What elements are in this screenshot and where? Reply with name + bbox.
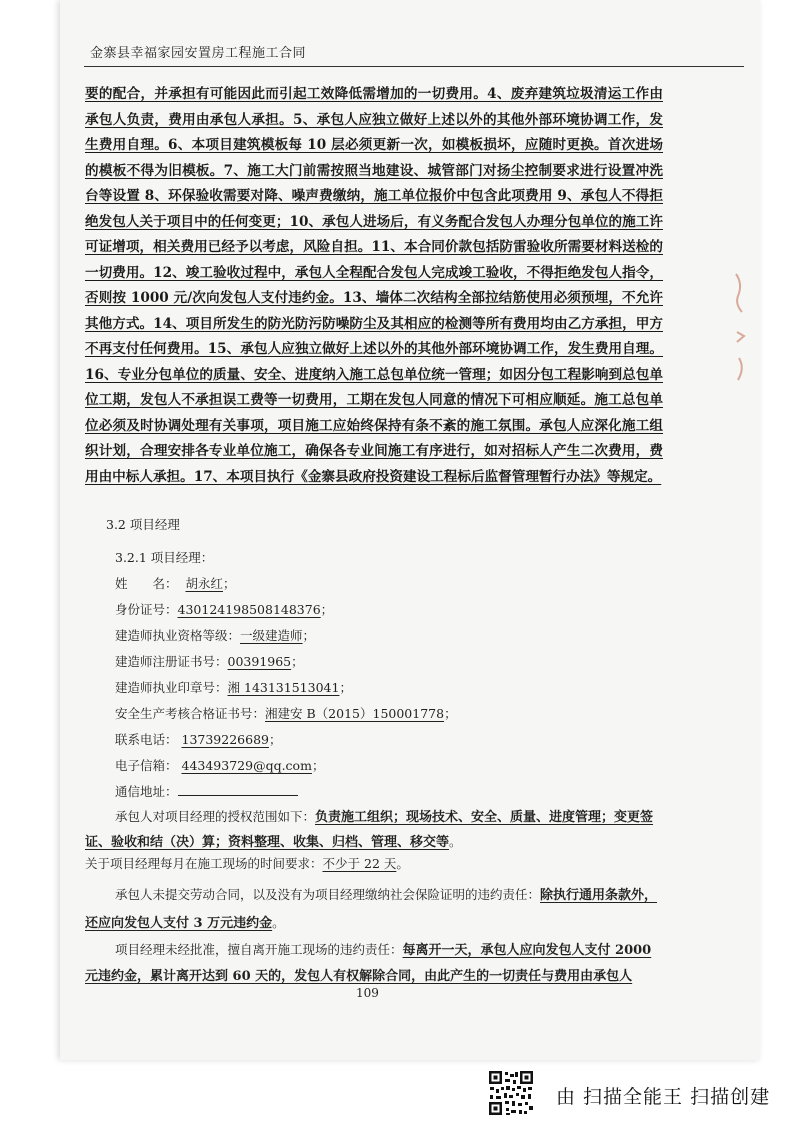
field-label: 联系电话： <box>115 732 178 747</box>
labor-paragraph: 承包人未提交劳动合同，以及没有为项目经理缴纳社会保险证明的违约责任：除执行通用条款外，还应向发包人支付 3 万元违约金。 <box>85 887 658 931</box>
manager-email: 443493729@qq.com <box>181 758 312 773</box>
field-label: 建造师执业印章号： <box>115 680 228 695</box>
margin-stamp-mark <box>733 272 747 382</box>
manager-email-row: 电子信箱： 443493729@qq.com； <box>115 758 325 773</box>
manager-reg-row: 建造师注册证书号：00391965； <box>115 654 304 669</box>
manager-grade-row: 建造师执业资格等级：一级建造师； <box>115 628 316 643</box>
page-number: 109 <box>356 986 379 1000</box>
field-label: 安全生产考核合格证书号： <box>115 706 266 721</box>
manager-grade: 一级建造师 <box>240 628 303 643</box>
header-divider <box>84 66 744 67</box>
field-label: 通信地址： <box>115 784 178 799</box>
manager-address-row <box>115 782 298 800</box>
onsite-days: 不少于 22 天 <box>322 856 397 871</box>
authority-paragraph: 承包人对项目经理的授权范围如下：负责施工组织；现场技术、安全、质量、进度管理；变更签证、验收和结（决）算；资料整理、收集、归档、管理、移交等。 <box>85 809 654 850</box>
manager-safety-row: 安全生产考核合格证书号：湘建安 B（2015）150001778； <box>115 706 457 721</box>
manager-safety: 湘建安 B（2015）150001778 <box>265 706 445 721</box>
field-label: 建造师执业资格等级： <box>115 628 241 643</box>
authority-scope: 负责施工组织；现场技术、安全、质量、进度管理；变更签证、验收和结（决）算；资料整理、收集、归档、管理、移交等 <box>85 810 654 850</box>
absence-paragraph: 项目经理未经批准，擅自离开施工现场的违约责任：每离开一天，承包人应向发包人支付 2000 元违约金，累计离开达到 60 天的，发包人有权解除合同，由此产生的一切责任与费用由承包人 <box>85 942 652 984</box>
qr-code-icon <box>488 1070 534 1116</box>
manager-reg: 00391965 <box>227 654 292 669</box>
manager-phone-row: 联系电话： 13739226689； <box>115 732 282 747</box>
header-title: 金寨县幸福家园安置房工程施工合同 <box>90 46 307 61</box>
field-label: 电子信箱： <box>115 758 178 773</box>
labor-penalty: 除执行通用条款外，还应向发包人支付 3 万元违约金 <box>85 888 658 931</box>
section-heading-3-2: 3.2 项目经理 <box>106 517 180 532</box>
manager-phone: 13739226689 <box>181 732 269 747</box>
manager-id: 430124198508148376 <box>177 602 321 617</box>
absence-penalty: 每离开一天，承包人应向发包人支付 2000 元违约金，累计离开达到 60 天的，发包人有权解除合同，由此产生的一切责任与费用由承包人 <box>85 943 652 984</box>
manager-name-row: 姓 名： 胡永红； <box>115 576 236 591</box>
onsite-paragraph: 关于项目经理每月在施工现场的时间要求：不少于 22 天。 <box>85 856 409 871</box>
manager-seal-row: 建造师执业印章号：湘 143131513041； <box>115 680 352 695</box>
scanner-watermark: 由 扫描全能王 扫描创建 <box>556 1086 771 1108</box>
address-blank <box>178 783 298 796</box>
manager-name: 胡永红 <box>185 576 223 591</box>
field-label: 身份证号： <box>115 602 178 617</box>
section-heading-3-2-1: 3.2.1 项目经理： <box>115 550 214 565</box>
field-label: 姓 名： <box>115 576 178 591</box>
manager-seal: 湘 143131513041 <box>227 680 340 695</box>
field-label: 建造师注册证书号： <box>115 654 228 669</box>
manager-id-row: 身份证号：430124198508148376； <box>115 602 334 617</box>
contract-clauses: 要的配合，并承担有可能因此而引起工效降低需增加的一切费用。4、废弃建筑垃圾清运工作由承包人负责，费用由承包人承担。5、承包人应独立做好上述以外的其他外部环境协调工作，发生费用自理。6、本项目建筑模板每 10 层必须更新一次，如模板损坏，应随时更换。首次进场的模板不得为旧模板。7、施工大门前需按照当地建设、城管部门对扬尘控制要求进行设置冲洗台等设置 8、环保验收需要对降、噪声费缴纳，施工单位报价中包含此项费用 9、承包人不得拒绝发包人关于项目中的任何变更；10、承包人进场后，有义务配合发包人办理分包单位的施工许可证增项，相关费用已经予以考虑，风险自担。11、本合同价款包括防雷验收所需要材料送检的一切费用。12、竣工验收过程中，承包人全程配合发包人完成竣工验收，不得拒绝发包人指令，否则按 1000 元/次向发包人支付违约金。13、墙体二次结构全部拉结筋使用必须预埋，不允许其他方式。14、项目所发生的防光防污防噪防尘及其相应的检测等所有费用均由乙方承担，甲方不再支付任何费用。15、承包人应独立做好上述以外的其他外部环境协调工作，发生费用自理。16、专业分包单位的质量、安全、进度纳入施工总包单位统一管理；如因分包工程影响到总包单位工期，发包人不承担误工费等一切费用，工期在发包人同意的情况下可相应顺延。施工总包单位必须及时协调处理有关事项，项目施工应始终保持有条不紊的施工氛围。承包人应深化施工组织计划，合理安排各专业单位施工，确保各专业间施工有序进行，如对招标人产生二次费用，费用由中标人承担。17、本项目执行《金寨县政府投资建设工程标后监督管理暂行办法》等规定。 <box>85 86 663 485</box>
